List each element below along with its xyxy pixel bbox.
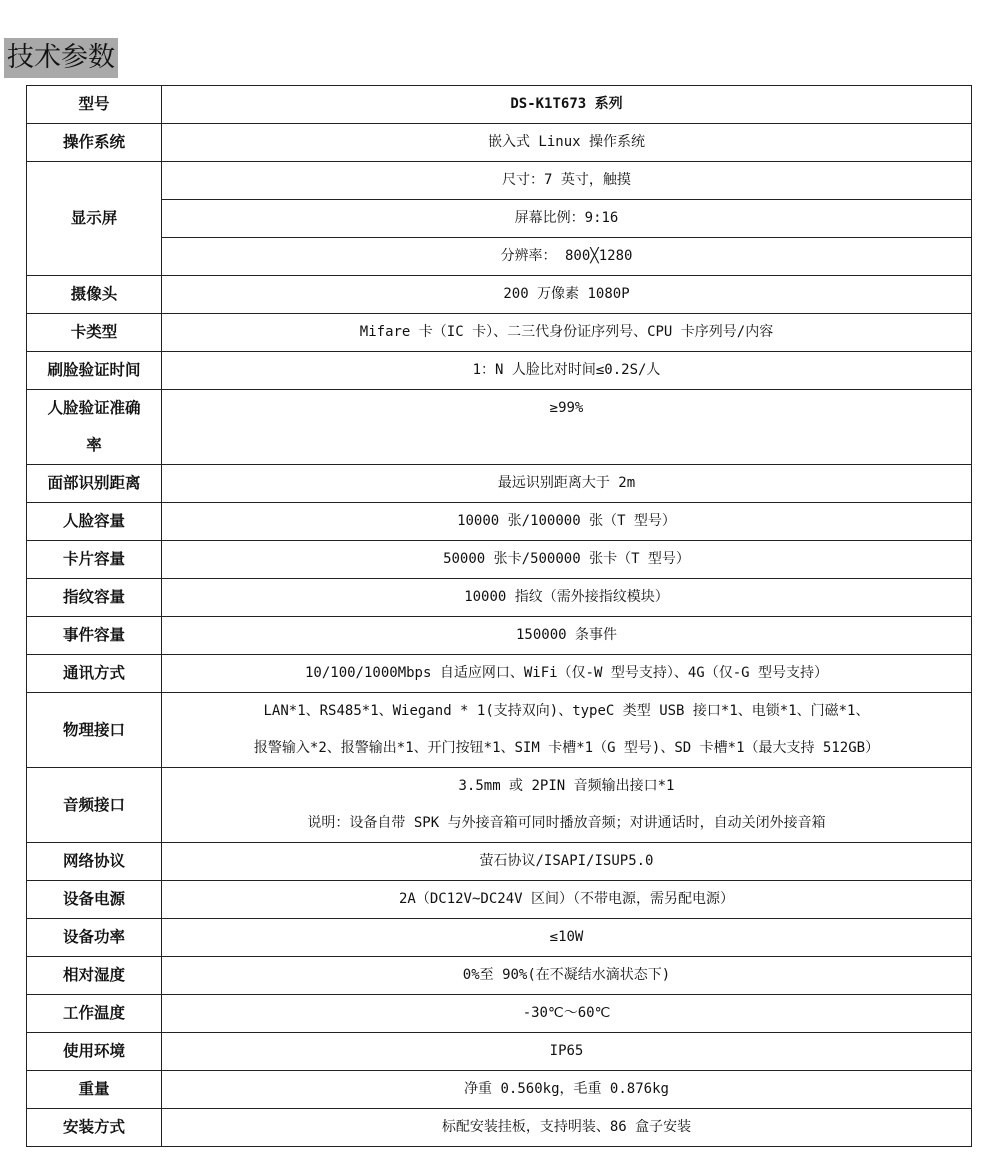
table-row-camera: [27, 276, 972, 314]
table-row-humidity: [27, 957, 972, 995]
row-value: 0%至 90%(在不凝结水滴状态下): [162, 957, 972, 995]
table-row-weight: [27, 1071, 972, 1109]
row-label: 事件容量: [27, 617, 162, 655]
row-label: 网络协议: [27, 843, 162, 881]
row-value: 10000 张/100000 张（T 型号）: [162, 503, 972, 541]
table-row-face-time: [27, 352, 972, 390]
row-label: 工作温度: [27, 995, 162, 1033]
row-label-line: 人脸验证准确: [47, 399, 141, 417]
table-row-protocol: [27, 843, 972, 881]
row-label: 摄像头: [27, 276, 162, 314]
row-value: 萤石协议/ISAPI/ISUP5.0: [162, 843, 972, 881]
row-label: 型号: [27, 86, 162, 124]
row-value: IP65: [162, 1033, 972, 1071]
row-label: 通讯方式: [27, 655, 162, 693]
row-label: 人脸容量: [27, 503, 162, 541]
table-row-card-type: [27, 314, 972, 352]
row-label-line: 率: [86, 436, 102, 454]
table-row-card-capacity: [27, 541, 972, 579]
row-value: 分辨率： 800╳1280: [162, 238, 972, 276]
table-row-display-size: [27, 162, 972, 200]
row-label: 音频接口: [27, 768, 162, 843]
row-value-line: 3.5mm 或 2PIN 音频输出接口*1: [458, 778, 675, 794]
row-label: 显示屏: [27, 162, 162, 276]
row-label: 安装方式: [27, 1109, 162, 1147]
row-value: DS-K1T673 系列: [162, 86, 972, 124]
table-row-face-capacity: [27, 503, 972, 541]
row-value: 标配安装挂板，支持明装、86 盒子安装: [162, 1109, 972, 1147]
table-row-display-ratio: [27, 200, 972, 238]
row-value: 10/100/1000Mbps 自适应网口、WiFi（仅-W 型号支持）、4G（仅-G 型号支持）: [162, 655, 972, 693]
row-value: Mifare 卡（IC 卡）、二三代身份证序列号、CPU 卡序列号/内容: [162, 314, 972, 352]
table-row-temperature: [27, 995, 972, 1033]
row-label: 相对湿度: [27, 957, 162, 995]
row-value: [162, 768, 972, 843]
table-row-environment: [27, 1033, 972, 1071]
table-row-model: [27, 86, 972, 124]
row-label: [27, 390, 162, 465]
table-row-face-accuracy: [27, 390, 972, 465]
table-row-interfaces: [27, 693, 972, 768]
table-row-display-resolution: [27, 238, 972, 276]
page-title: 技术参数: [4, 38, 118, 78]
row-label: 重量: [27, 1071, 162, 1109]
row-value: ≤10W: [162, 919, 972, 957]
row-value: 尺寸：7 英寸，触摸: [162, 162, 972, 200]
row-value: [162, 693, 972, 768]
row-label: 使用环境: [27, 1033, 162, 1071]
row-value: 150000 条事件: [162, 617, 972, 655]
table-row-power-consumption: [27, 919, 972, 957]
table-row-face-distance: [27, 465, 972, 503]
row-label: 刷脸验证时间: [27, 352, 162, 390]
row-value: ≥99%: [162, 390, 972, 465]
table-row-os: [27, 124, 972, 162]
row-label: 设备功率: [27, 919, 162, 957]
row-value-line: 报警输入*2、报警输出*1、开门按钮*1、SIM 卡槽*1（G 型号)、SD 卡槽*1（最大支持 512GB）: [253, 740, 880, 756]
row-value: 50000 张卡/500000 张卡（T 型号）: [162, 541, 972, 579]
spec-table: [26, 85, 972, 1147]
table-row-communication: [27, 655, 972, 693]
table-row-audio: [27, 768, 972, 843]
row-label: 指纹容量: [27, 579, 162, 617]
row-value-line: LAN*1、RS485*1、Wiegand * 1(支持双向)、typeC 类型 USB 接口*1、电锁*1、门磁*1、: [263, 703, 870, 719]
table-row-fingerprint-capacity: [27, 579, 972, 617]
row-label: 设备电源: [27, 881, 162, 919]
row-label: 卡类型: [27, 314, 162, 352]
row-value: 最远识别距离大于 2m: [162, 465, 972, 503]
row-value: 净重 0.560kg，毛重 0.876kg: [162, 1071, 972, 1109]
row-label: 卡片容量: [27, 541, 162, 579]
table-row-event-capacity: [27, 617, 972, 655]
row-value: 1：N 人脸比对时间≤0.2S/人: [162, 352, 972, 390]
row-value: 2A（DC12V~DC24V 区间）（不带电源，需另配电源）: [162, 881, 972, 919]
row-value: -30℃～60℃: [162, 995, 972, 1033]
table-row-installation: [27, 1109, 972, 1147]
row-label: 操作系统: [27, 124, 162, 162]
row-label: 面部识别距离: [27, 465, 162, 503]
table-row-power: [27, 881, 972, 919]
row-value: 屏幕比例：9:16: [162, 200, 972, 238]
row-value: 10000 指纹（需外接指纹模块）: [162, 579, 972, 617]
row-value: 200 万像素 1080P: [162, 276, 972, 314]
row-value-line: 说明：设备自带 SPK 与外接音箱可同时播放音频；对讲通话时，自动关闭外接音箱: [307, 815, 826, 831]
row-label: 物理接口: [27, 693, 162, 768]
row-value: 嵌入式 Linux 操作系统: [162, 124, 972, 162]
